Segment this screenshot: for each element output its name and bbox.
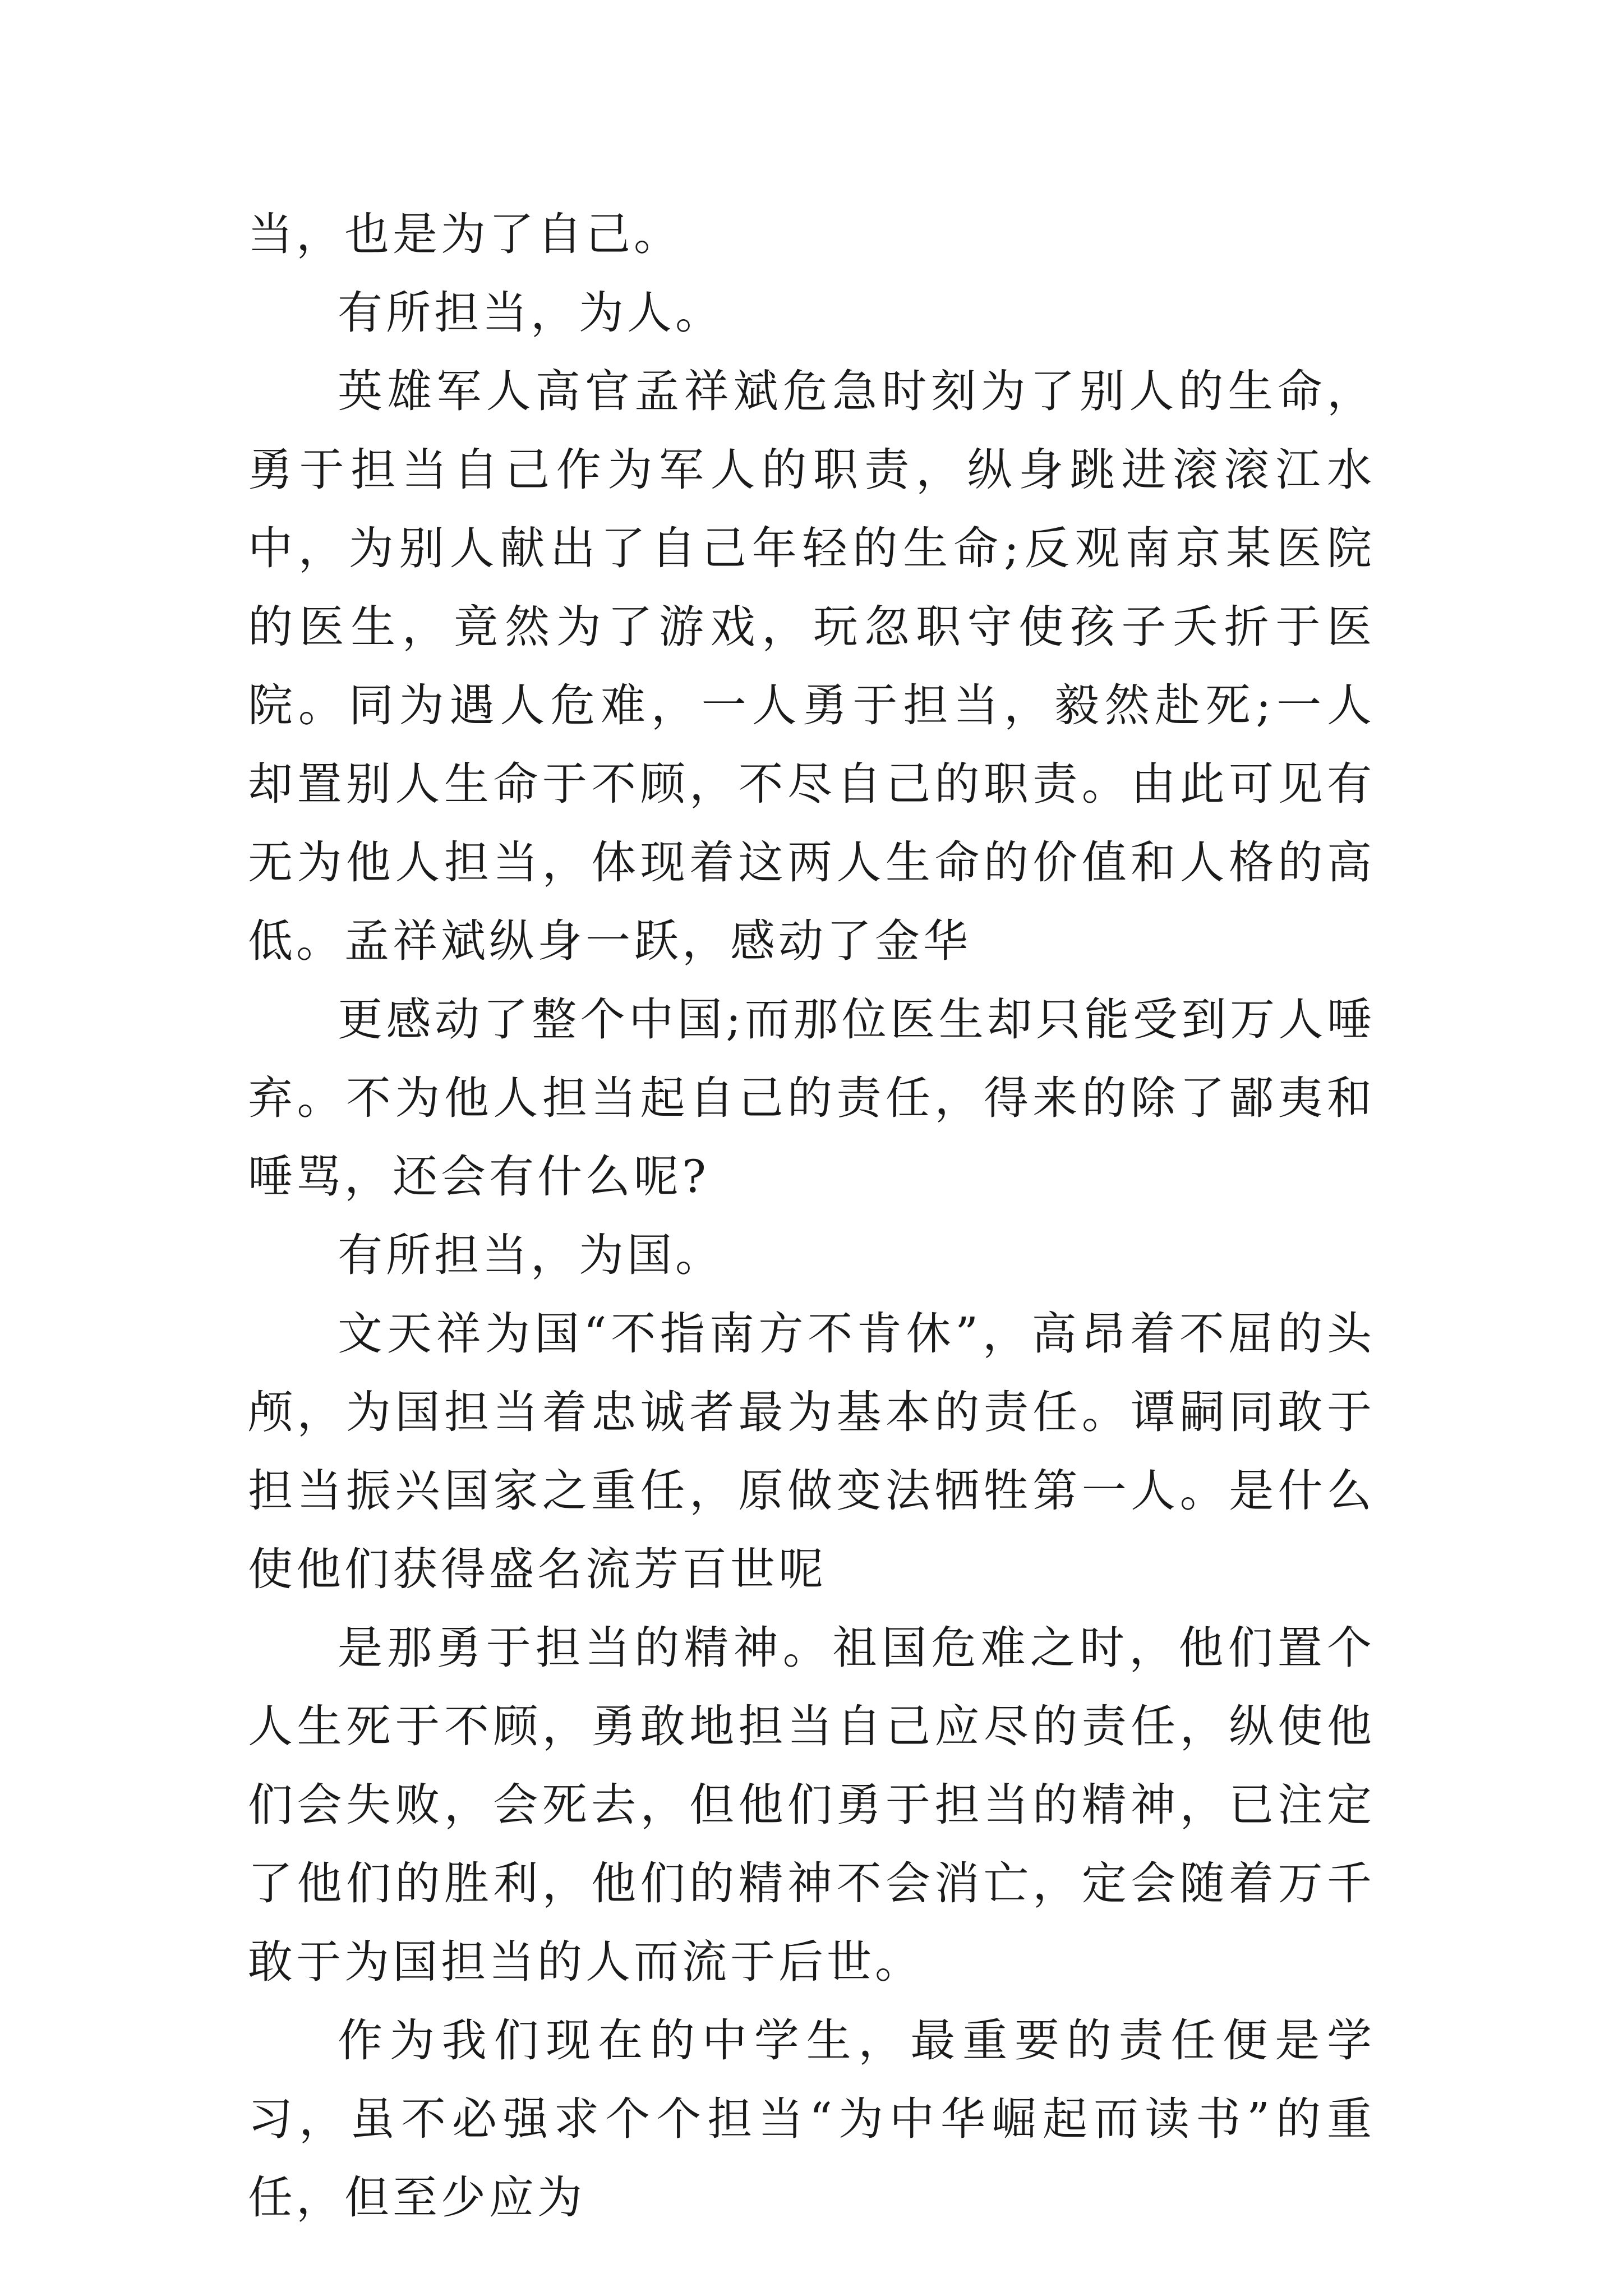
paragraph-continuation: 当，也是为了自己。 <box>248 208 682 260</box>
paragraph-wen-tianxiang: 文天祥为国“不指南方不肯休”，高昂着不屈的头颅，为国担当着忠诚者最为基本的责任。谭嗣同敢于担当振兴国家之重任，原做变法牺牲第一人。是什么使他们获得盛名流芳百世呢 <box>248 1308 1375 1595</box>
paragraph-moved-china: 更感动了整个中国;而那位医生却只能受到万人唾弃。不为他人担当起自己的责任，得来的除了鄙夷和唾骂，还会有什么呢? <box>248 993 1375 1203</box>
paragraph-heading-for-country: 有所担当，为国。 <box>338 1229 723 1281</box>
paragraph-students: 作为我们现在的中学生，最重要的责任便是学习，虽不必强求个个担当“为中华崛起而读书”的重任，但至少应为 <box>248 2014 1375 2224</box>
document-body <box>248 195 1375 2237</box>
paragraph-heading-for-people: 有所担当，为人。 <box>338 287 723 339</box>
paragraph-meng-xiangbin: 英雄军人高官孟祥斌危急时刻为了别人的生命，勇于担当自己作为军人的职责，纵身跳进滚滚江水中，为别人献出了自己年轻的生命;反观南京某医院的医生，竟然为了游戏，玩忽职守使孩子夭折于医院。同为遇人危难，一人勇于担当，毅然赴死;一人却置别人生命于不顾，不尽自己的职责。由此可见有无为他人担当，体现着这两人生命的价值和人格的高低。孟祥斌纵身一跃，感动了金华 <box>248 365 1375 967</box>
paragraph-spirit: 是那勇于担当的精神。祖国危难之时，他们置个人生死于不顾，勇敢地担当自己应尽的责任，纵使他们会失败，会死去，但他们勇于担当的精神，已注定了他们的胜利，他们的精神不会消亡，定会随着万千敢于为国担当的人而流于后世。 <box>248 1622 1375 1988</box>
